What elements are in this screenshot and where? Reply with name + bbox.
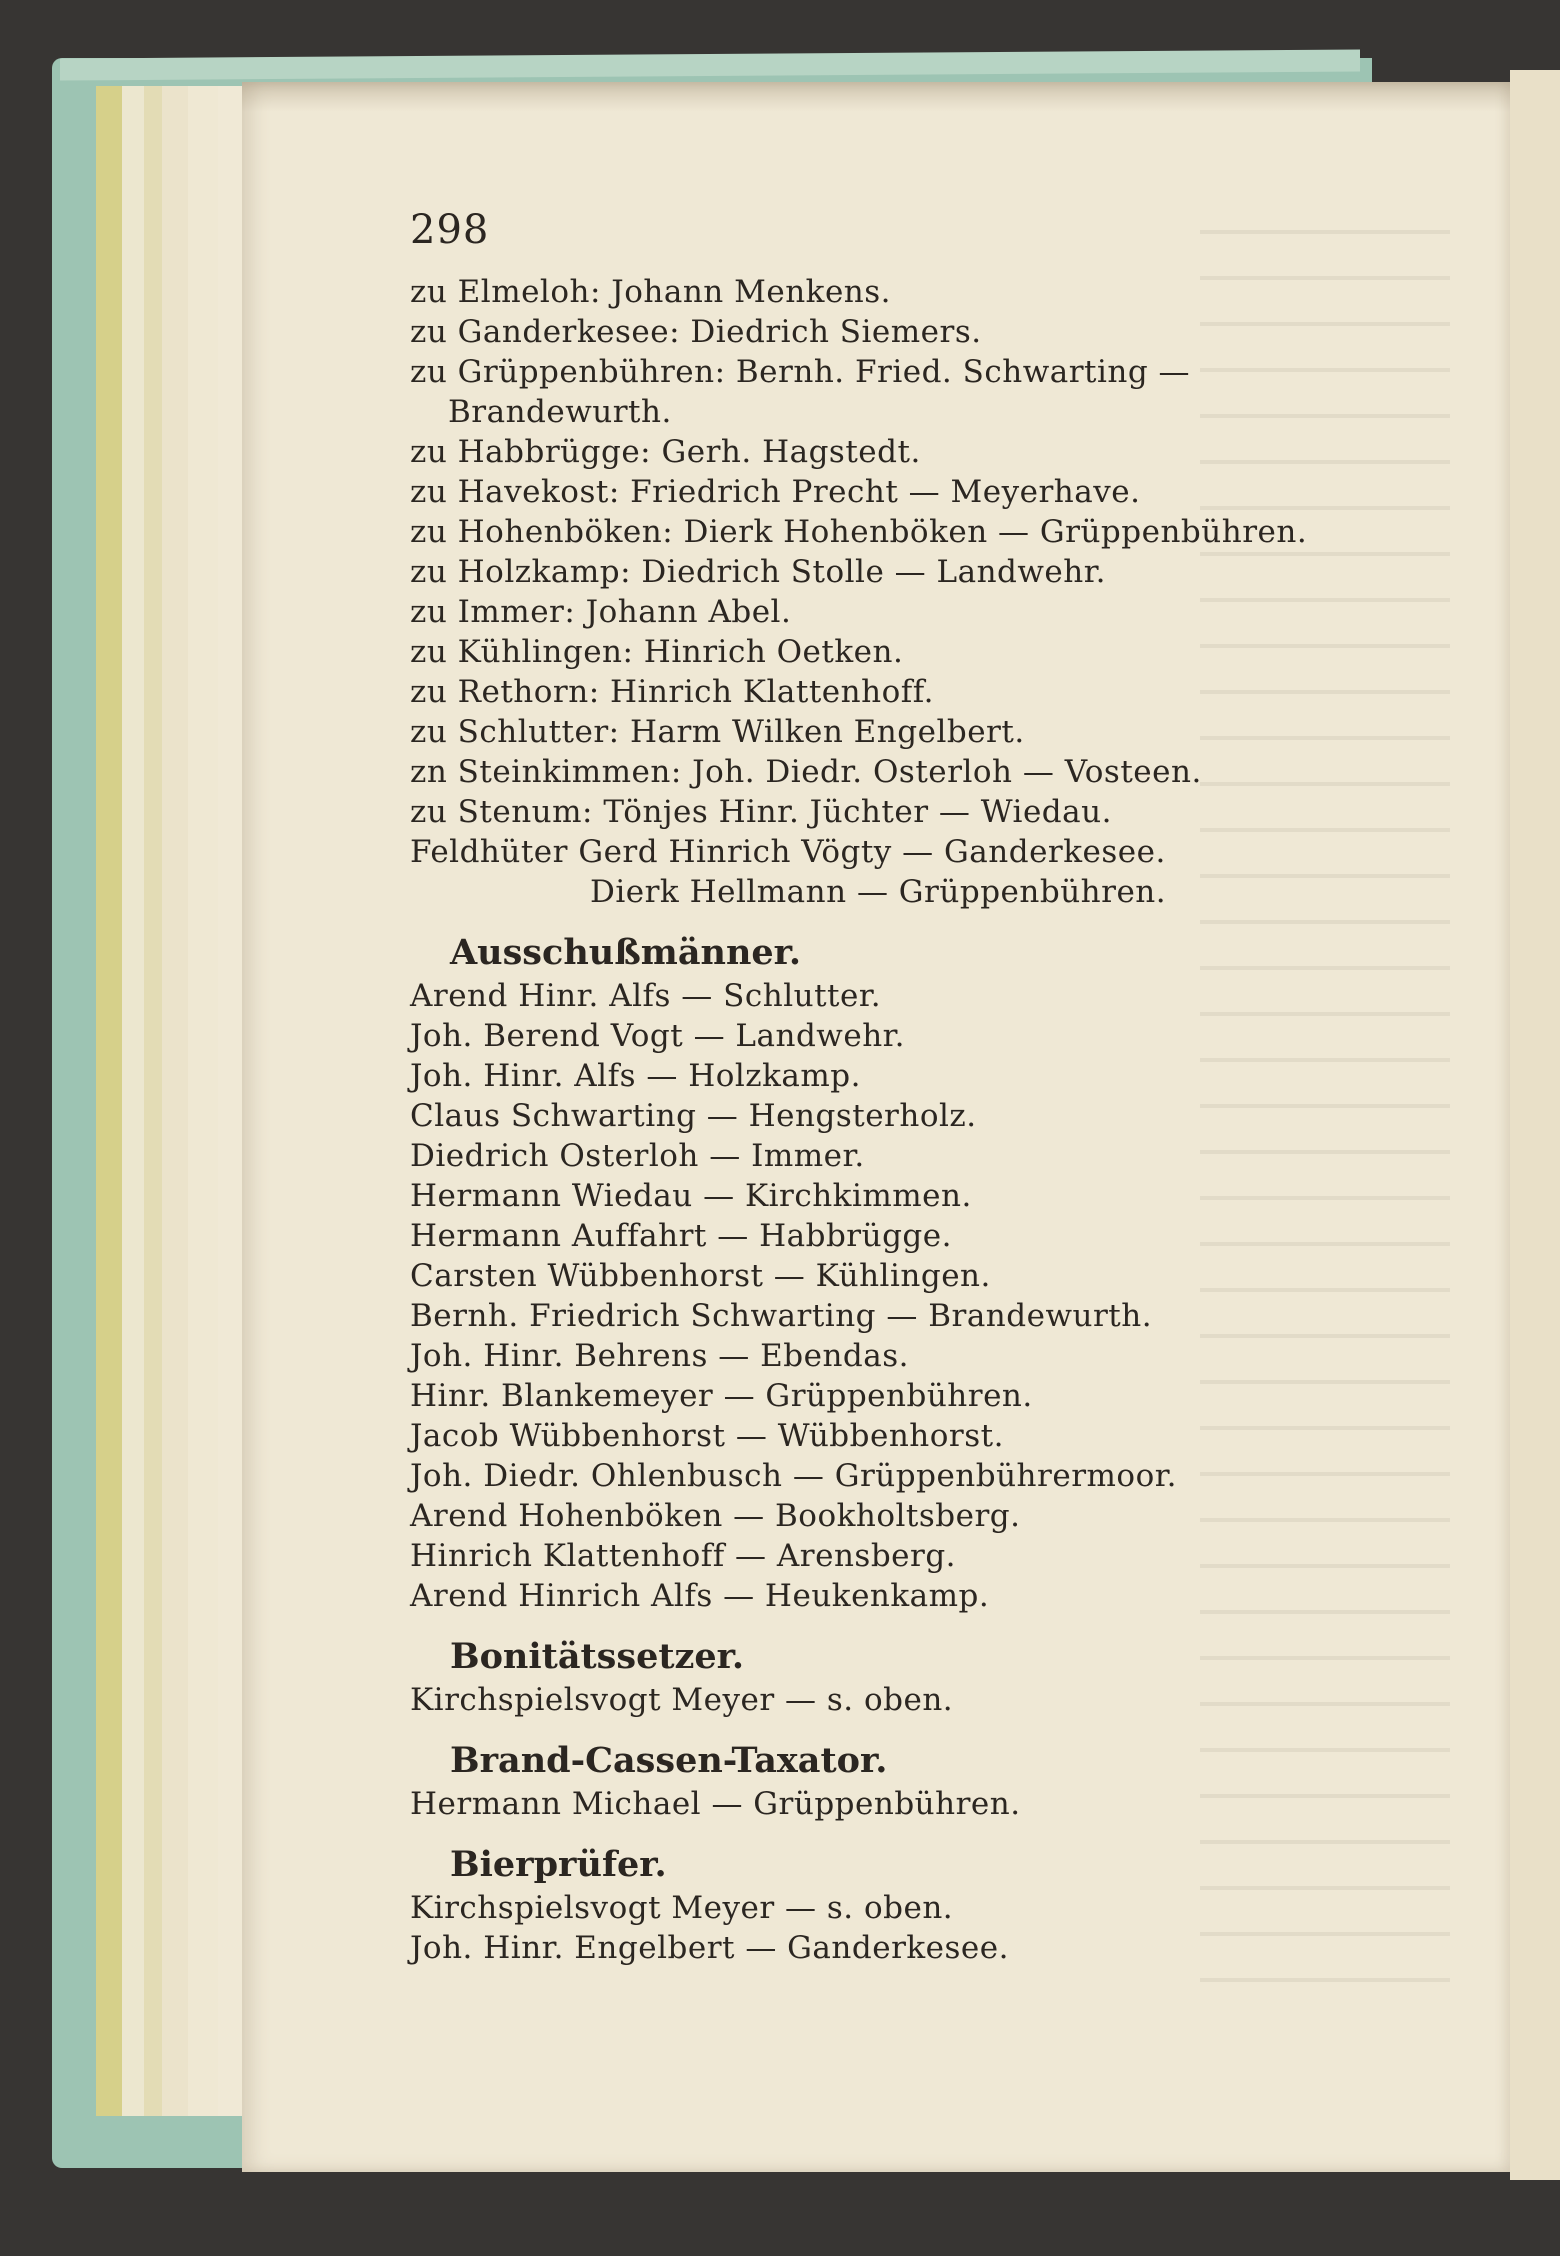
page-stack-edge — [188, 86, 219, 2116]
section-ausschussmaenner — [410, 930, 1450, 1616]
official-entry: zu Ganderkesee: Diedrich Siemers. — [410, 314, 982, 350]
list-item: Arend Hinrich Alfs — Heukenkamp. — [410, 1578, 990, 1614]
official-entry: zn Steinkimmen: Joh. Diedr. Osterloh — Vosteen. — [410, 754, 1202, 790]
list-item: Joh. Hinr. Alfs — Holzkamp. — [410, 1058, 861, 1094]
list-item: Arend Hinr. Alfs — Schlutter. — [410, 978, 882, 1014]
list-item: Hinrich Klattenhoff — Arensberg. — [410, 1538, 957, 1574]
section-bonitaetssetzer — [410, 1634, 1450, 1720]
official-entry: zu Elmeloh: Johann Menkens. — [410, 274, 892, 310]
official-entry: zu Grüppenbühren: Bernh. Fried. Schwarting — — [410, 354, 1191, 390]
list-item: Hermann Auffahrt — Habbrügge. — [410, 1218, 952, 1254]
list-item: Joh. Berend Vogt — Landwehr. — [410, 1018, 905, 1054]
list-item: Kirchspielsvogt Meyer — s. oben. — [410, 1890, 954, 1926]
list-item: Diedrich Osterloh — Immer. — [410, 1138, 865, 1174]
official-entry: zu Schlutter: Harm Wilken Engelbert. — [410, 714, 1025, 750]
official-entry: zu Rethorn: Hinrich Klattenhoff. — [410, 674, 934, 710]
list-item: Claus Schwarting — Hengsterholz. — [410, 1098, 977, 1134]
list-item: Arend Hohenböken — Bookholtsberg. — [410, 1498, 1021, 1534]
section-heading: Ausschußmänner. — [450, 932, 802, 973]
page-stack-edge — [144, 86, 163, 2116]
page-number: 298 — [410, 207, 490, 253]
officials-list — [410, 272, 1450, 912]
list-item: Hermann Wiedau — Kirchkimmen. — [410, 1178, 972, 1214]
official-entry: zu Hohenböken: Dierk Hohenböken — Grüppenbühren. — [410, 514, 1308, 550]
page-stack-edge — [96, 86, 123, 2116]
list-item: Joh. Diedr. Ohlenbusch — Grüppenbührermoor. — [410, 1458, 1177, 1494]
list-item: Jacob Wübbenhorst — Wübbenhorst. — [410, 1418, 1004, 1454]
official-entry: zu Kühlingen: Hinrich Oetken. — [410, 634, 904, 670]
section-brand-cassen-taxator — [410, 1738, 1450, 1824]
section-heading: Bonitätssetzer. — [450, 1636, 745, 1677]
right-page-edge — [1510, 70, 1560, 2180]
page-stack-edge — [122, 86, 145, 2116]
official-entry: Dierk Hellmann — Grüppenbühren. — [590, 874, 1167, 910]
list-item: Carsten Wübbenhorst — Kühlingen. — [410, 1258, 991, 1294]
list-item: Kirchspielsvogt Meyer — s. oben. — [410, 1682, 954, 1718]
official-entry: Feldhüter Gerd Hinrich Vögty — Ganderkesee. — [410, 834, 1166, 870]
official-entry-continuation: Brandewurth. — [448, 394, 672, 430]
section-bierpruefer — [410, 1842, 1450, 1968]
page-stack-edge — [218, 86, 245, 2116]
official-entry: zu Immer: Johann Abel. — [410, 594, 792, 630]
section-heading: Brand-Cassen-Taxator. — [450, 1740, 888, 1781]
list-item: Joh. Hinr. Behrens — Ebendas. — [410, 1338, 910, 1374]
official-entry: zu Holzkamp: Diedrich Stolle — Landwehr. — [410, 554, 1107, 590]
section-heading: Bierprüfer. — [450, 1844, 667, 1885]
page-top-shadow — [242, 82, 1510, 112]
page-stack-edge — [162, 86, 189, 2116]
list-item: Bernh. Friedrich Schwarting — Brandewurth. — [410, 1298, 1153, 1334]
official-entry: zu Havekost: Friedrich Precht — Meyerhave. — [410, 474, 1141, 510]
page-content — [410, 200, 1450, 1968]
list-item: Joh. Hinr. Engelbert — Ganderkesee. — [410, 1930, 1009, 1966]
list-item: Hermann Michael — Grüppenbühren. — [410, 1786, 1021, 1822]
official-entry: zu Stenum: Tönjes Hinr. Jüchter — Wiedau. — [410, 794, 1112, 830]
list-item: Hinr. Blankemeyer — Grüppenbühren. — [410, 1378, 1033, 1414]
official-entry: zu Habbrügge: Gerh. Hagstedt. — [410, 434, 921, 470]
